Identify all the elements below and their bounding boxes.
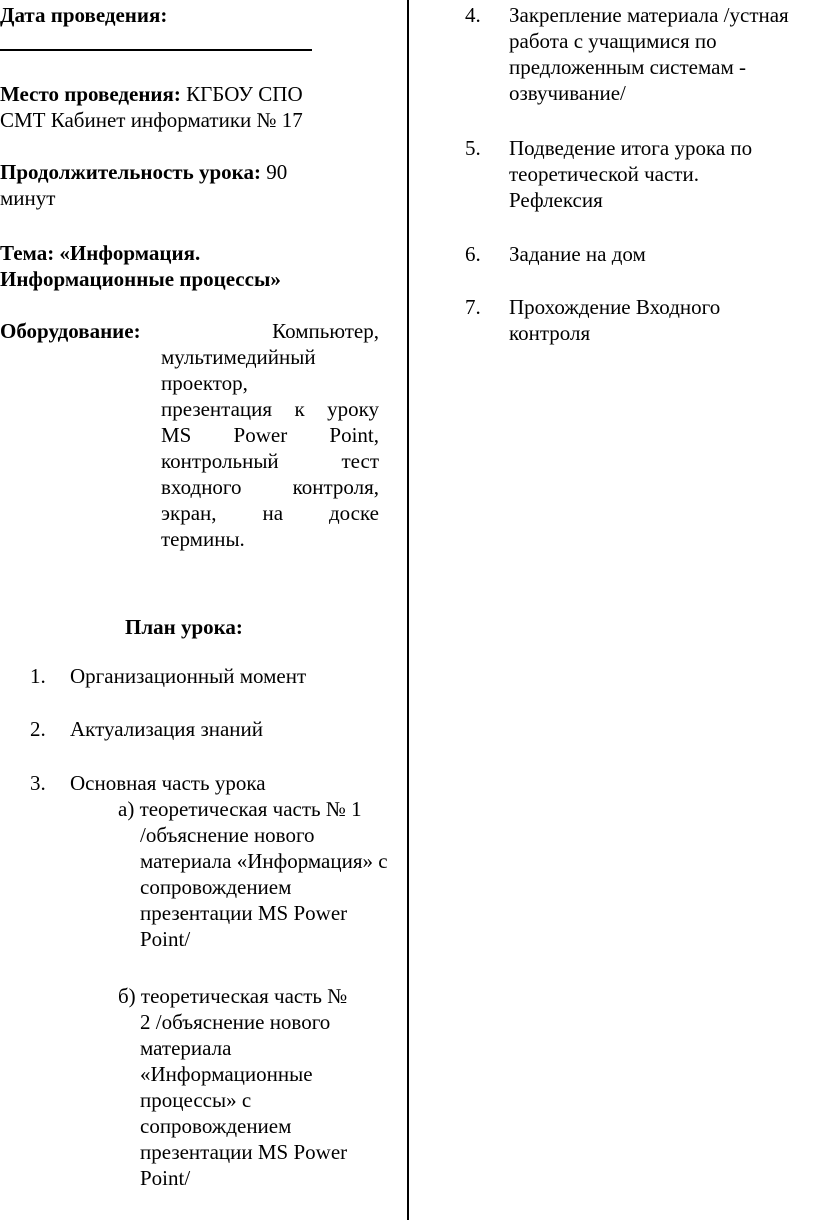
duration-label: Продолжительность урока: (0, 160, 261, 184)
plan-item-line: контроля (509, 321, 591, 345)
equipment-text (161, 318, 379, 552)
sub-b-line: процессы» с (140, 1088, 252, 1112)
column-divider (407, 0, 409, 1220)
place-block (0, 81, 303, 133)
equipment-line: контрольный тест (161, 449, 379, 473)
place-value-1: КГБОУ СПО (186, 82, 303, 106)
plan-item-line: озвучивание/ (509, 81, 626, 105)
sub-a-line: презентации MS Power (140, 901, 348, 925)
sub-item-b (118, 983, 347, 1191)
sub-b-line: б) теоретическая часть № (118, 984, 348, 1008)
plan-title: План урока: (125, 615, 243, 639)
sub-a-line: сопровождением (140, 875, 292, 899)
plan-item-line: предложенным системам - (509, 55, 746, 79)
sub-b-line: презентации MS Power (140, 1140, 348, 1164)
plan-item-number: 3. (30, 771, 46, 795)
plan-item-number: 1. (30, 664, 46, 688)
plan-item-number: 6. (465, 242, 481, 266)
equipment-label: Оборудование: (0, 319, 141, 343)
plan-item-line: теоретической части. (509, 162, 699, 186)
plan-item-text: Организационный момент (70, 664, 307, 688)
place-label: Место проведения: (0, 82, 181, 106)
sub-b-line: «Информационные (140, 1062, 313, 1086)
equipment-line: MS Power Point, (161, 423, 379, 447)
duration-block (0, 159, 287, 211)
equipment-line: Компьютер, (272, 319, 379, 343)
plan-item-number: 4. (465, 3, 481, 27)
plan-item-text: Актуализация знаний (70, 717, 264, 741)
equipment-line: входного контроля, (161, 475, 379, 499)
plan-item-line: работа с учащимися по (509, 29, 717, 53)
sub-b-line: Point/ (140, 1166, 191, 1190)
plan-item-text: Основная часть урока (70, 771, 266, 795)
sub-b-line: сопровождением (140, 1114, 292, 1138)
sub-a-line: Point/ (140, 927, 191, 951)
duration-value-1: 90 (266, 160, 288, 184)
equipment-line: экран, на доске (161, 501, 379, 525)
plan-item-number: 2. (30, 717, 46, 741)
plan-item-text: Задание на дом (509, 242, 646, 266)
sub-b-line: 2 /объяснение нового (140, 1010, 331, 1034)
equipment-line: проектор, (161, 371, 248, 395)
duration-value-2: минут (0, 186, 56, 210)
sub-item-a (118, 796, 388, 952)
date-signature-line (0, 49, 312, 51)
equipment-line: презентация к уроку (161, 397, 379, 421)
plan-item-line: Подведение итога урока по (509, 136, 753, 160)
topic-line-2: Информационные процессы» (0, 267, 281, 291)
plan-item-line: Прохождение Входного (509, 295, 721, 319)
topic-line-1: Тема: «Информация. (0, 241, 201, 265)
sub-a-line: материала «Информация» с (140, 849, 388, 873)
plan-item-number: 5. (465, 136, 481, 160)
sub-a-line: а) теоретическая часть № 1 (118, 797, 362, 821)
plan-item-text (509, 135, 752, 213)
place-value-2: СМТ Кабинет информатики № 17 (0, 108, 303, 132)
equipment-line: термины. (161, 527, 245, 551)
plan-item-text (509, 294, 720, 346)
sub-b-line: материала (140, 1036, 232, 1060)
plan-item-line: Рефлексия (509, 188, 603, 212)
plan-item-line: Закрепление материала /устная (509, 3, 789, 27)
topic-block (0, 240, 281, 292)
sub-a-line: /объяснение нового (140, 823, 315, 847)
equipment-line: мультимедийный (161, 345, 316, 369)
date-label: Дата проведения: (0, 3, 168, 27)
plan-item-text (509, 2, 789, 106)
plan-item-number: 7. (465, 295, 481, 319)
